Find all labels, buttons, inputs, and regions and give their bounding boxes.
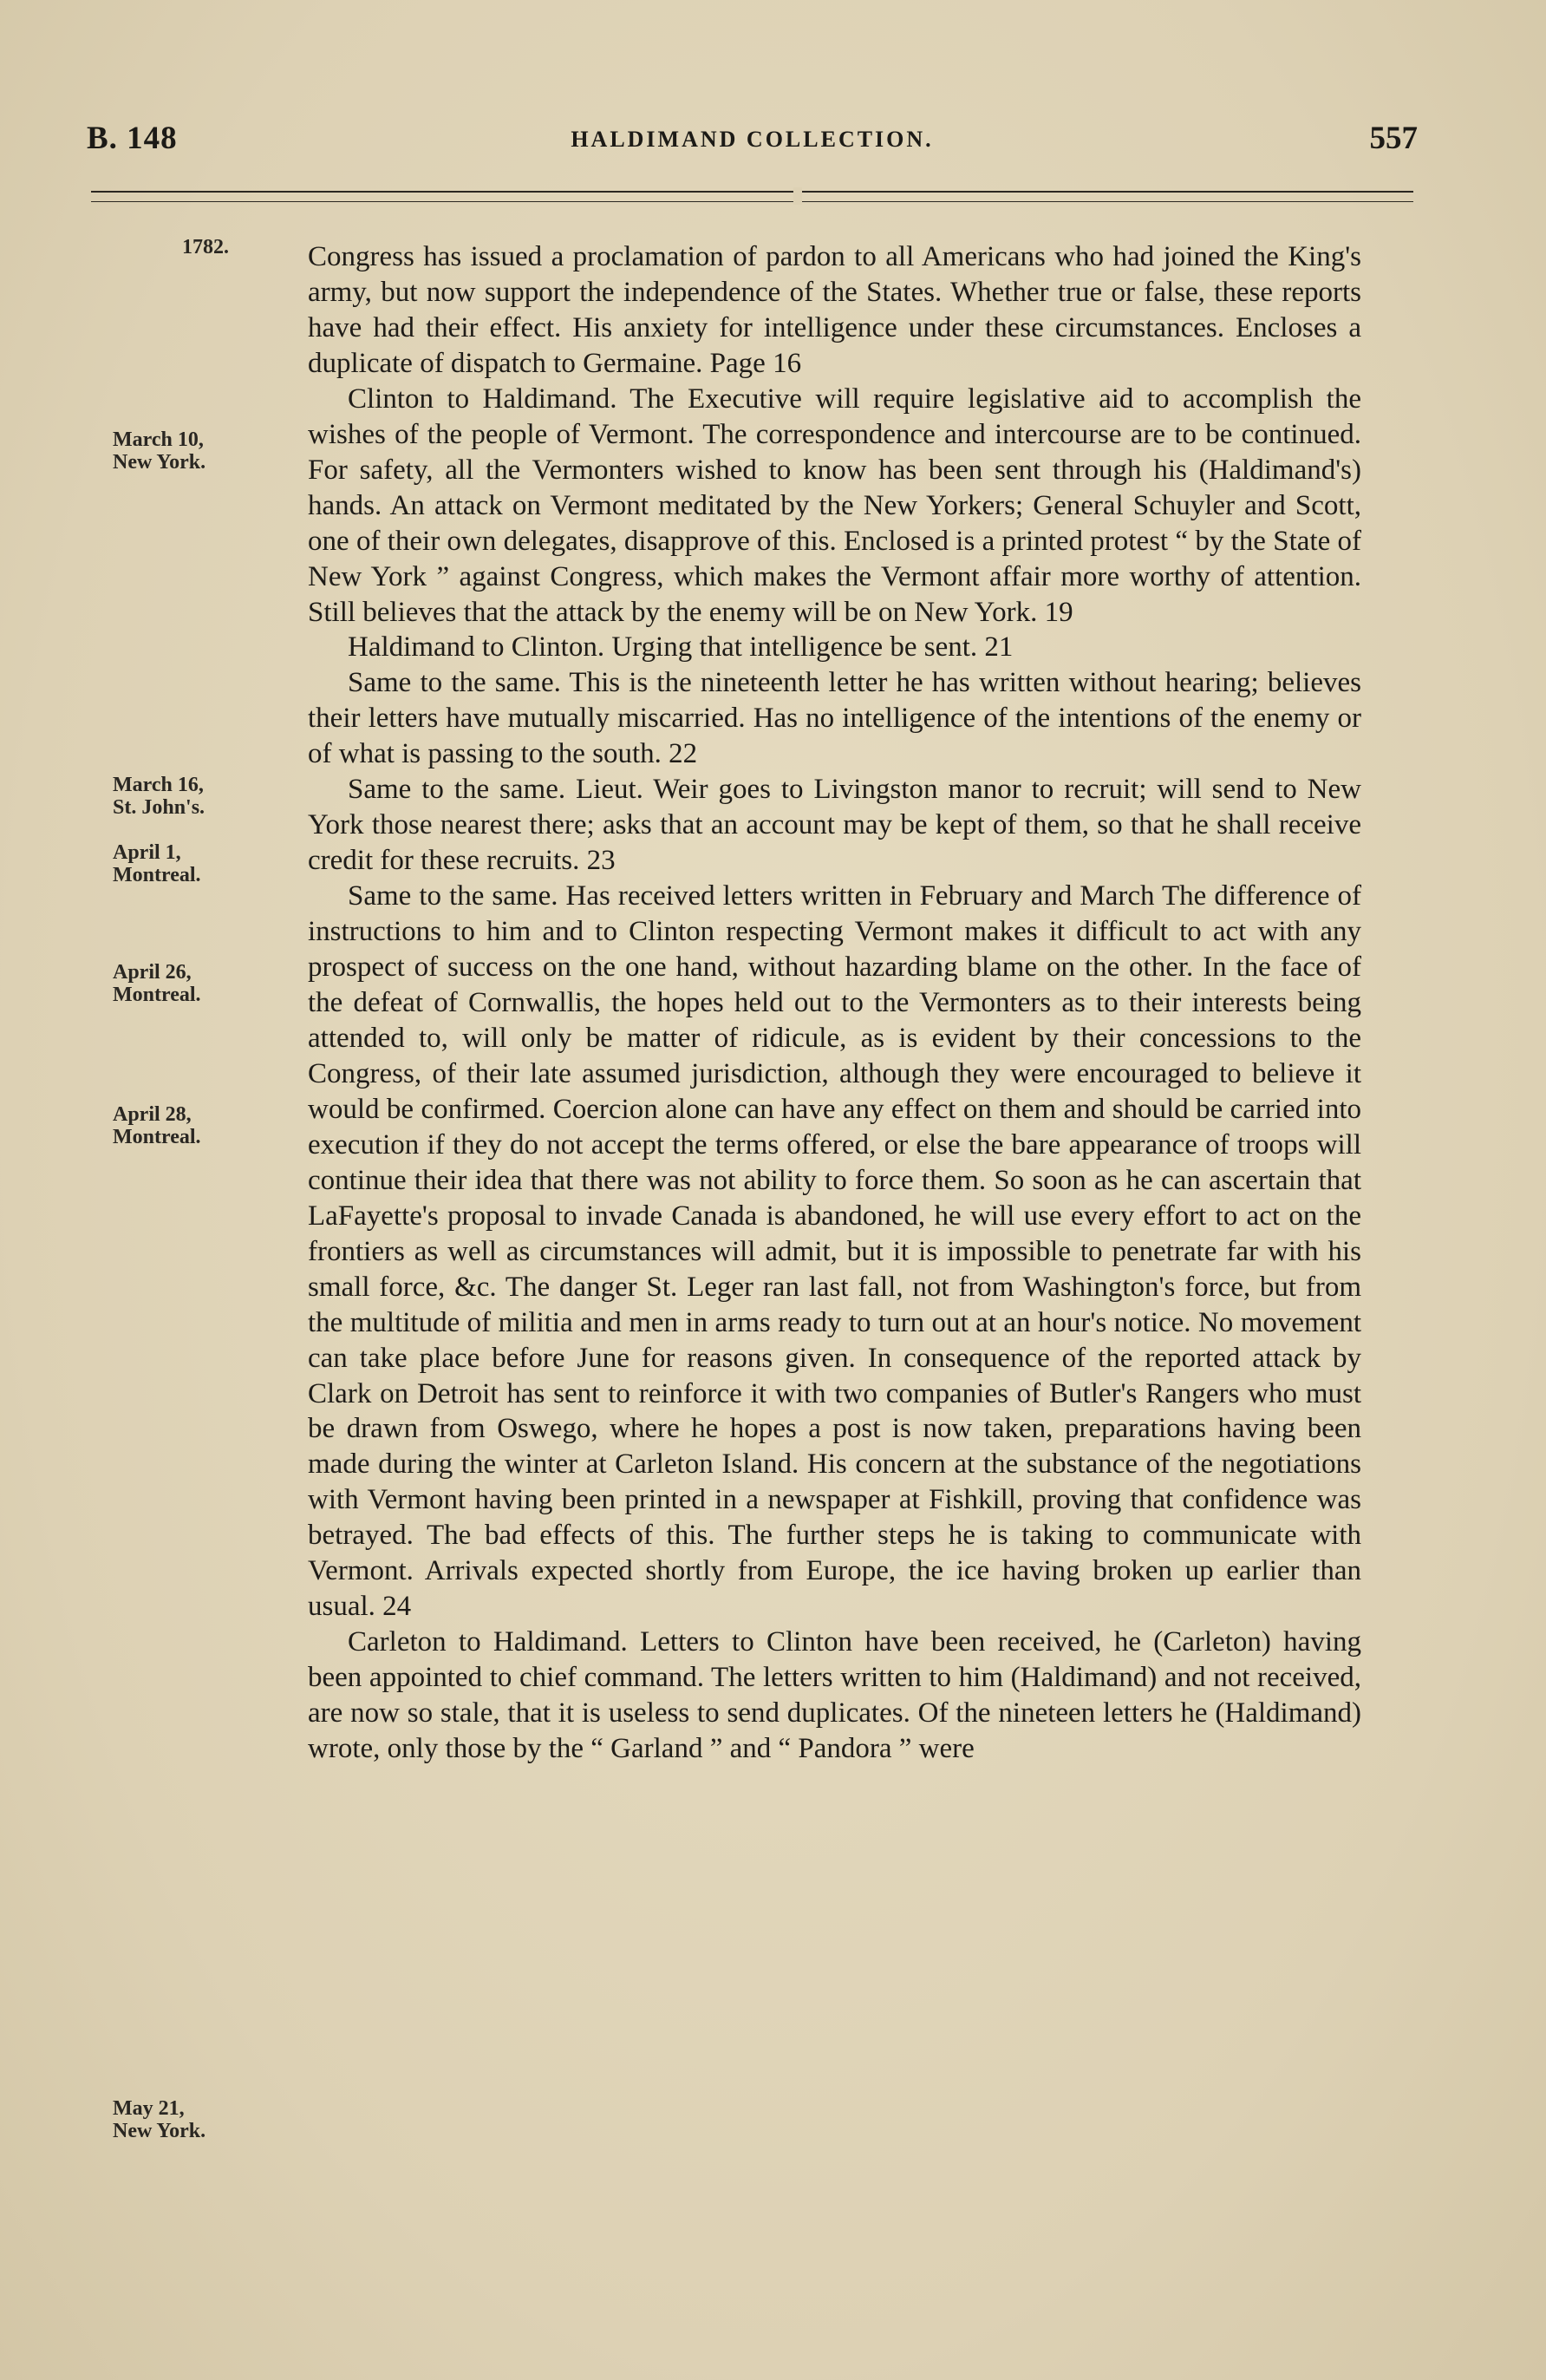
entry-paragraph: Clinton to Haldimand. The Executive will require legislative aid to accomplish the wishes of the people of Vermont. The correspondence and intercourse are to be continued. For safety, all the Vermonters wished to know has been sent through his (Haldimand's) hands. An attack on Vermont meditated by the New Yorkers; General Schuyler and Scott, one of their own delegates, disapprove of this. Enclosed is a printed protest “ by the State of New York ” against Congress, which makes the Vermont affair more worthy of attention. Still believes that the attack by the enemy will be on New York. 19 — [308, 382, 1361, 628]
header-double-rule — [91, 191, 1413, 202]
entry-paragraph: Congress has issued a proclamation of pardon to all Americans who had joined the King's army, but now support the independence of the States. Whether true or false, these reports have had their effect. His anxiety for intelligence under these circumstances. Encloses a duplicate of dispatch to Germaine. Page 16 — [308, 241, 1361, 379]
running-title: HALDIMAND COLLECTION. — [571, 127, 934, 152]
entry-paragraph: Haldimand to Clinton. Urging that intelligence be sent. 21 — [348, 631, 1014, 664]
volume-reference: B. 148 — [87, 121, 178, 156]
page-number: 557 — [1369, 121, 1418, 156]
margin-date-place: March 16, St. John's. — [113, 774, 205, 819]
rule-break — [793, 187, 802, 205]
margin-date-place: March 10, New York. — [113, 428, 206, 474]
entry-paragraph: Same to the same. This is the nineteenth letter he has written without hearing; believes their letters have mutually miscarried. Has no intelligence of the intentions of the enemy or of what is passing to the south. 22 — [308, 667, 1361, 770]
margin-date-place: April 26, Montreal. — [113, 961, 201, 1006]
page-header — [87, 120, 1418, 154]
margin-notes — [113, 217, 286, 2324]
entry-paragraph: Same to the same. Has received letters written in February and March The difference of instructions to him and to Clinton respecting Vermont makes it difficult to act with any prospect of success on the one hand, without hazarding blame on the other. In the face of the defeat of Cornwallis, the hopes held out to the Vermonters as to their interests being attended to, will only be matter of ridicule, as is evident by their concessions to the Congress, of their late assumed jurisdiction, although they were encouraged to believe it would be confirmed. Coercion alone can have any effect on them and should be carried into execution if they do not accept the terms offered, or else the bare appearance of troops will continue their idea that there was not ability to force them. So soon as he can ascertain that LaFayette's proposal to invade Canada is abandoned, he will use every effort to act on the frontiers as well as circumstances will admit, but it is impossible to penetrate far with his small force, &c. The danger St. Leger ran last fall, not from Washington's force, but from the multitude of militia and men in arms ready to turn out at an hour's notice. No movement can take place before June for reasons given. In consequence of the reported attack by Clark on Detroit has sent to reinforce it with two companies of Butler's Rangers who must be drawn from Oswego, where he hopes a post is now taken, preparations having been made during the winter at Carleton Island. His concern at the substance of the negotiations with Vermont having been printed in a newspaper at Fishkill, proving that confidence was betrayed. The bad effects of this. The further steps he is taking to communicate with Vermont. Arrivals expected shortly from Europe, the ice having broken up earlier than usual. 24 — [308, 880, 1361, 1623]
entry-paragraph: Carleton to Haldimand. Letters to Clinton have been received, he (Carleton) having been appointed to chief command. The letters written to him (Haldimand) and not received, are now so stale, that it is useless to send duplicates. Of the nineteen letters he (Haldimand) wrote, only those by the “ Garland ” and “ Pandora ” were — [308, 1626, 1361, 1765]
margin-date-place: May 21, New York. — [113, 2097, 206, 2142]
margin-date-place: April 1, Montreal. — [113, 841, 201, 886]
margin-date-place: April 28, Montreal. — [113, 1103, 201, 1148]
calendar-entries — [308, 239, 1361, 1767]
entry-paragraph: Same to the same. Lieut. Weir goes to Livingston manor to recruit; will send to New York those nearest there; asks that an account may be kept of them, so that he shall receive credit for these recruits. 23 — [308, 774, 1361, 877]
margin-year: 1782. — [182, 236, 229, 258]
